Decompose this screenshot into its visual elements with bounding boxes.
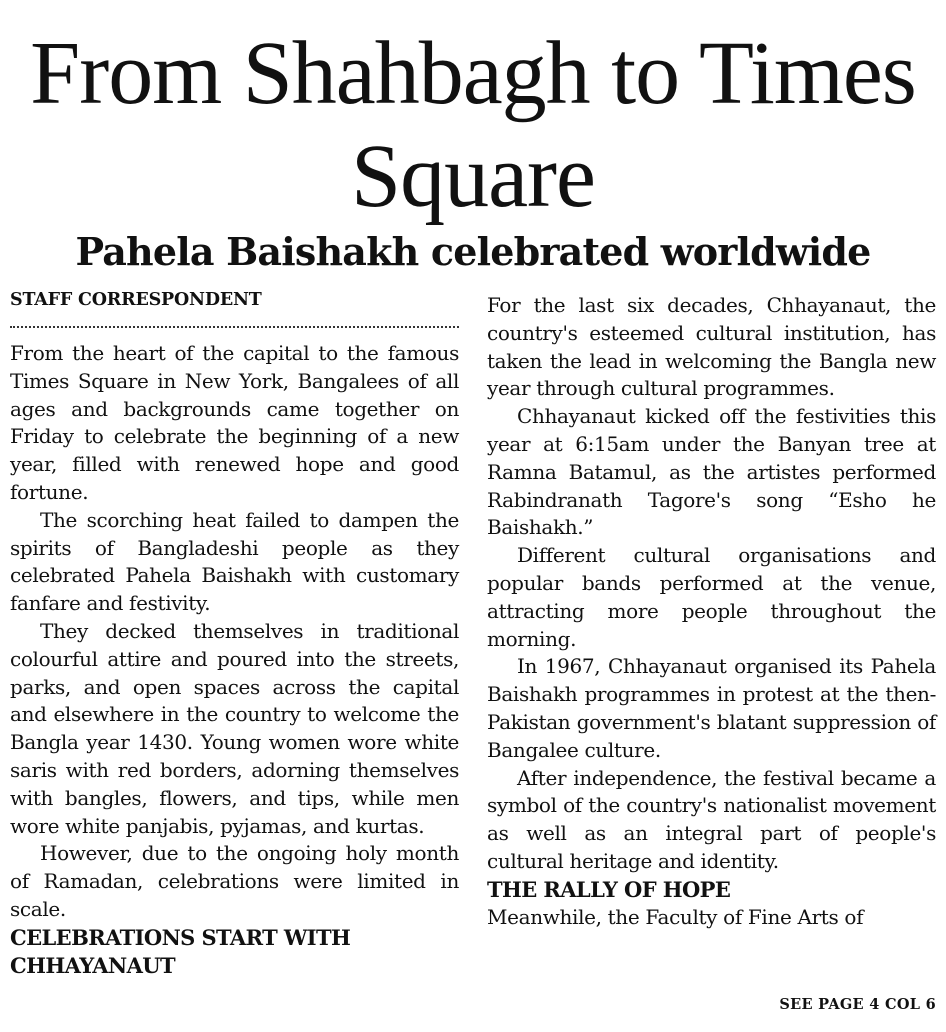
- paragraph: In 1967, Chhayanaut organised its Pahela Baishakh programmes in protest at the then-Pakistan government's blatant suppression of Bangalee culture.: [487, 654, 936, 762]
- paragraph: After independence, the festival became a symbol of the country's nationalist movement as well as an integral part of people's cultural heritage and identity.: [487, 765, 936, 873]
- subheadline: Pahela Baishakh celebrated worldwide: [75, 229, 871, 274]
- paragraph: Chhayanaut kicked off the festivities this year at 6:15am under the Banyan tree at Ramna Batamul, as the artistes performed Rabindranath Tagore's song “Esho he Baishakh.”: [487, 404, 936, 540]
- paragraph: They decked themselves in traditional colourful attire and poured into the streets, parks, and open spaces across the capital and elsewhere in the country to welcome the Bangla year 1430. Young women wore white saris with red borders, adorning themselves with bangles, flowers, and tips, while men wore white panjabis, pyjamas, and kurtas.: [10, 618, 459, 838]
- article-column-left: [10, 288, 459, 979]
- paragraph: However, due to the ongoing holy month of Ramadan, celebrations were limited in scale.: [10, 841, 459, 921]
- headline: From Shahbagh to Times Square: [30, 24, 916, 226]
- paragraph: The scorching heat failed to dampen the spirits of Bangladeshi people as they celebrated Pahela Baishakh with customary fanfare and festivity.: [10, 507, 459, 616]
- byline: STAFF CORRESPONDENT: [10, 288, 459, 328]
- paragraph: From the heart of the capital to the famous Times Square in New York, Bangalees of all ages and backgrounds came together on Friday to celebrate the beginning of a new year, filled with renewed hope and good fortune.: [10, 341, 459, 504]
- crosshead: THE RALLY OF HOPE: [487, 876, 731, 902]
- article-column-right: [487, 292, 936, 931]
- crosshead: CELEBRATIONS START WITH CHHAYANAUT: [10, 924, 351, 978]
- paragraph: Meanwhile, the Faculty of Fine Arts of: [487, 904, 864, 929]
- continuation-jump-line: SEE PAGE 4 COL 6: [779, 996, 936, 1013]
- paragraph: Different cultural organisations and popular bands performed at the venue, attracting more people throughout the morning.: [487, 543, 936, 651]
- paragraph: For the last six decades, Chhayanaut, the country's esteemed cultural institution, has taken the lead in welcoming the Bangla new year through cultural programmes.: [487, 293, 936, 401]
